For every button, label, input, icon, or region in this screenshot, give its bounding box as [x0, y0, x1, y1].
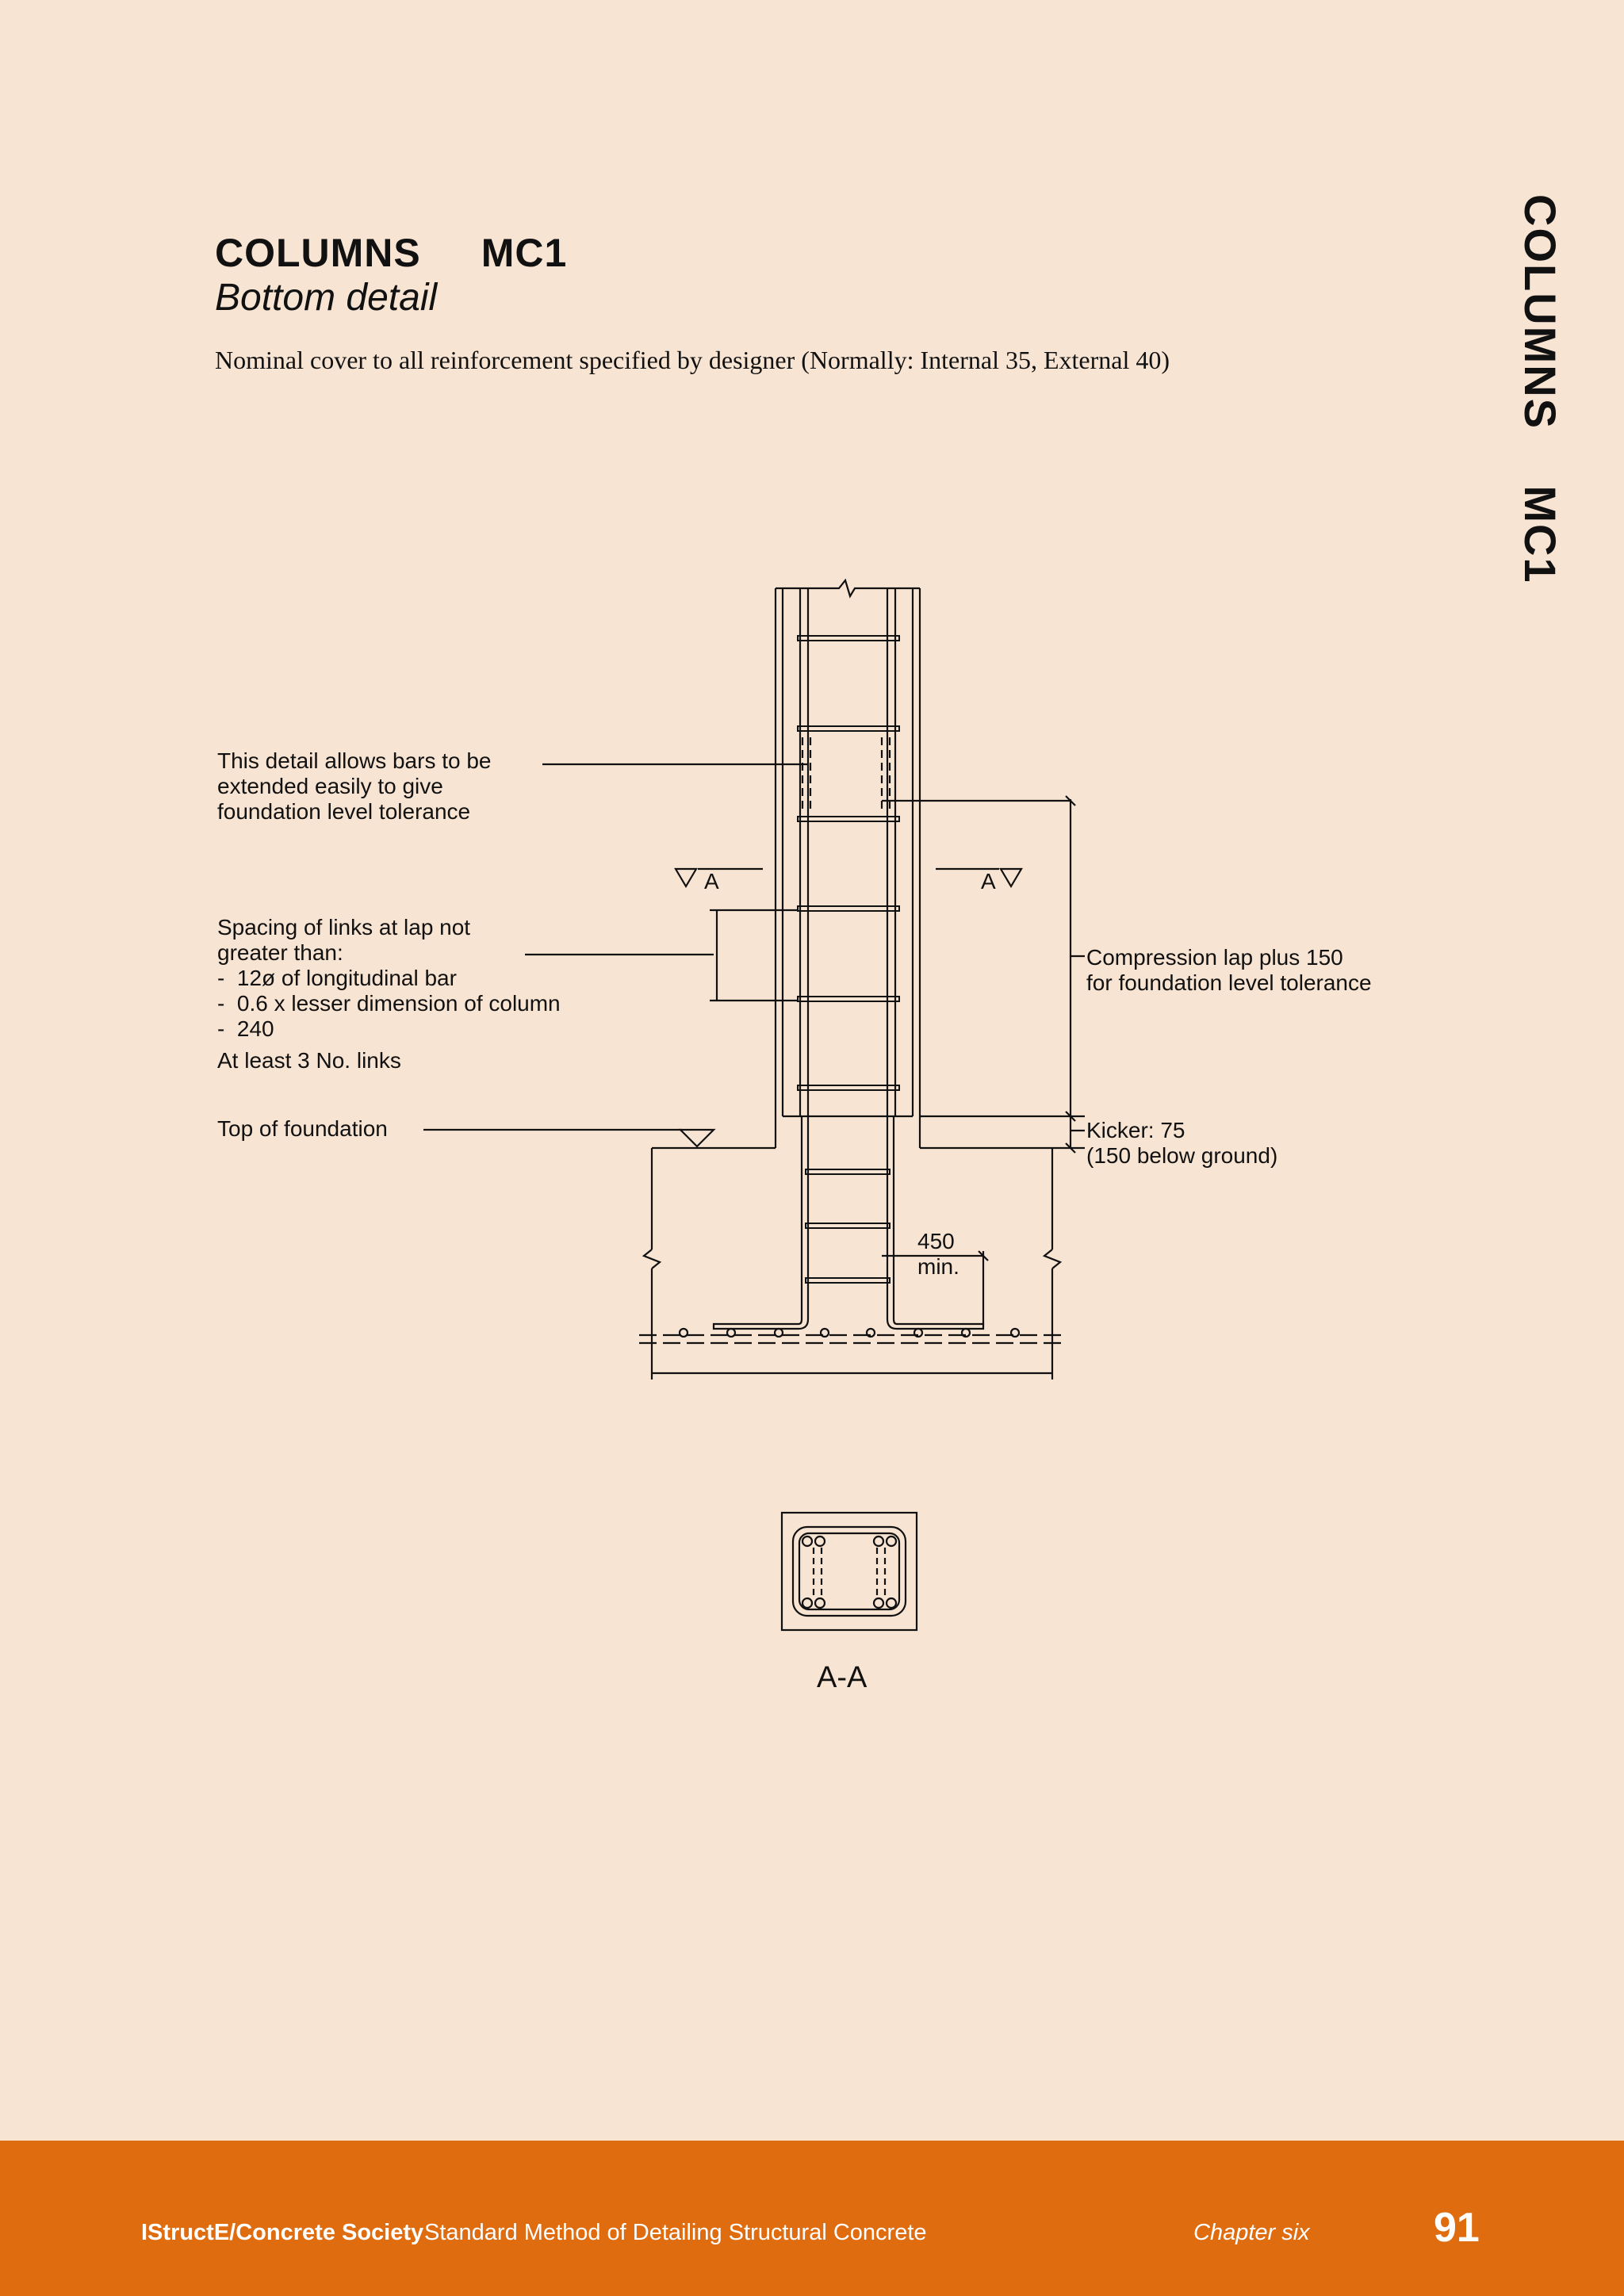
footer-book-title: Standard Method of Detailing Structural Concrete: [424, 2220, 927, 2245]
column-outline: [652, 580, 1052, 1148]
section-mark-right: A: [981, 869, 996, 894]
footer-publisher: IStructE/Concrete Society: [141, 2220, 424, 2245]
note-links: At least 3 No. links: [217, 1048, 401, 1073]
intro-text: Nominal cover to all reinforcement specified by designer (Normally: Internal 35, External 40): [215, 346, 1170, 374]
column-links: [798, 636, 899, 1283]
note-kicker: Kicker: 75 (150 below ground): [1086, 1118, 1278, 1168]
page-subtitle: Bottom detail: [215, 277, 438, 319]
column-bars: [714, 588, 983, 1329]
foundation-outline: [639, 1148, 1066, 1380]
section-caption: A-A: [817, 1661, 868, 1694]
footer-page-number: 91: [1434, 2205, 1480, 2251]
leader-lines: [423, 764, 1021, 1146]
note-foundation: Top of foundation: [217, 1116, 388, 1141]
section-mark-left: A: [704, 869, 719, 894]
note-lap: Compression lap plus 150 for foundation level tolerance: [1086, 945, 1372, 995]
side-tab-label: COLUMNS MC1: [1515, 194, 1565, 584]
note-dim450: 450 min.: [917, 1229, 959, 1279]
footer-chapter: Chapter six: [1193, 2220, 1310, 2245]
section-a-a: [782, 1513, 917, 1630]
page-footer: [0, 2141, 1624, 2296]
note-extend: This detail allows bars to be extended easily to give foundation level tolerance: [217, 748, 492, 824]
note-spacing: Spacing of links at lap not greater than: - 12ø of longitudinal bar - 0.6 x lesser dimension of column - 240: [217, 915, 561, 1041]
title-columns: COLUMNS: [215, 231, 421, 275]
title-code: MC1: [481, 231, 568, 275]
